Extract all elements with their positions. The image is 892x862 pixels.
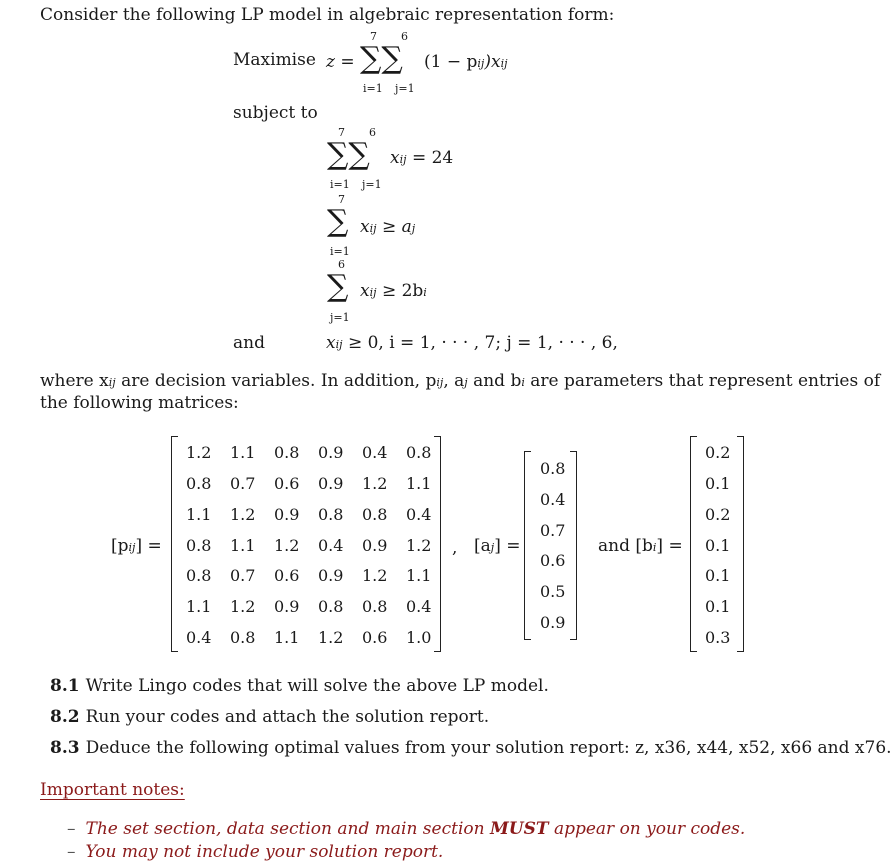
nonnegativity: xij ≥ 0, i = 1, · · · , 7; j = 1, · · · , 6, — [326, 333, 618, 353]
sigma-c3: ∑ — [327, 269, 349, 304]
matrix-p-cell: 1.1 — [406, 566, 432, 585]
matrix-p-cell: 0.4 — [406, 505, 432, 524]
sum-i-lower: i=1 — [363, 82, 383, 95]
matrix-p-cell: 0.9 — [274, 505, 300, 524]
matrix-p-cell: 1.2 — [318, 628, 344, 647]
matrix-p-cell: 0.8 — [186, 536, 212, 555]
matrix-p-cell: 1.1 — [186, 505, 212, 524]
where-line-2: the following matrices: — [40, 393, 239, 413]
matrix-p-cell: 1.2 — [406, 536, 432, 555]
matrix-b-cell: 0.1 — [705, 597, 731, 616]
matrix-p-cell: 1.2 — [230, 597, 256, 616]
matrix-p-cell: 1.2 — [186, 443, 212, 462]
matrix-p-cell: 0.8 — [406, 443, 432, 462]
matrix-a-cell: 0.4 — [540, 490, 566, 509]
c1-upper-j: 6 — [369, 126, 376, 139]
matrix-b-cell: 0.2 — [705, 443, 731, 462]
matrix-p-right-bracket — [434, 436, 441, 652]
sigma-c2: ∑ — [327, 204, 349, 239]
matrix-p-cell: 0.9 — [318, 443, 344, 462]
matrix-comma: , — [452, 538, 458, 558]
constraint-2: xij ≥ aj — [360, 217, 416, 237]
matrix-p-cell: 0.7 — [230, 566, 256, 585]
matrix-a-label: [aj] = — [474, 536, 521, 556]
matrix-p-label: [pij] = — [111, 536, 162, 556]
matrix-b-right-bracket — [737, 436, 744, 652]
matrix-b-cell: 0.3 — [705, 628, 731, 647]
matrix-p-cell: 1.2 — [230, 505, 256, 524]
sigma-i: ∑∑ — [360, 41, 403, 76]
notes-title: Important notes: — [40, 780, 185, 800]
matrix-a-cell: 0.5 — [540, 582, 566, 601]
matrix-p-cell: 0.8 — [274, 443, 300, 462]
objective-lhs: z = — [326, 52, 355, 72]
objective-summand: (1 − pij)xij — [424, 52, 508, 72]
matrix-p-cell: 1.1 — [230, 443, 256, 462]
matrix-p-cell: 1.2 — [362, 566, 388, 585]
matrix-p-cell: 0.9 — [274, 597, 300, 616]
matrix-p-cell: 0.8 — [362, 597, 388, 616]
matrix-p-cell: 1.1 — [406, 474, 432, 493]
sigma-c1: ∑∑ — [327, 137, 370, 172]
matrix-p-cell: 0.9 — [362, 536, 388, 555]
intro-text: Consider the following LP model in algebraic representation form: — [40, 5, 615, 25]
constraint-3: xij ≥ 2bi — [360, 281, 427, 301]
matrix-b-left-bracket — [690, 436, 697, 652]
matrix-p-cell: 0.4 — [406, 597, 432, 616]
matrix-p-cell: 0.8 — [318, 505, 344, 524]
matrix-p-cell: 0.9 — [318, 566, 344, 585]
matrix-p-cell: 0.8 — [186, 566, 212, 585]
matrix-a-cell: 0.8 — [540, 459, 566, 478]
and-label: and — [233, 333, 265, 353]
matrix-p-cell: 1.1 — [186, 597, 212, 616]
matrix-p-cell: 0.6 — [274, 566, 300, 585]
matrix-p-cell: 0.8 — [362, 505, 388, 524]
c1-lower-j: j=1 — [362, 178, 382, 191]
matrix-p-cell: 1.2 — [362, 474, 388, 493]
matrix-p-cell: 0.4 — [362, 443, 388, 462]
matrix-a-cell: 0.7 — [540, 521, 566, 540]
constraint-1: xij = 24 — [390, 148, 454, 168]
objective-label: Maximise — [233, 50, 316, 70]
c1-upper-i: 7 — [338, 126, 345, 139]
matrix-p-cell: 0.6 — [274, 474, 300, 493]
matrix-p-cell: 1.2 — [274, 536, 300, 555]
c2-lower: i=1 — [330, 245, 350, 258]
matrix-p-cell: 0.8 — [186, 474, 212, 493]
task-8-2: 8.2 Run your codes and attach the solution report. — [50, 707, 490, 727]
matrix-p-cell: 1.1 — [274, 628, 300, 647]
matrix-p-cell: 0.8 — [230, 628, 256, 647]
matrix-a-left-bracket — [524, 451, 531, 640]
task-8-3: 8.3 Deduce the following optimal values from your solution report: z, x36, x44, x52, x66 and x76. — [50, 738, 892, 758]
note-1: – The set section, data section and main section MUST appear on your codes. — [67, 819, 746, 839]
matrix-p-cell: 0.7 — [230, 474, 256, 493]
matrix-p-cell: 0.6 — [362, 628, 388, 647]
matrix-p-cell: 0.9 — [318, 474, 344, 493]
matrix-b-label: and [bi] = — [598, 536, 683, 556]
matrix-a-right-bracket — [570, 451, 577, 640]
matrix-p-cell: 0.8 — [318, 597, 344, 616]
sum-j-upper: 6 — [401, 30, 408, 43]
c3-lower: j=1 — [330, 311, 350, 324]
matrix-b-cell: 0.1 — [705, 474, 731, 493]
c2-upper: 7 — [338, 193, 345, 206]
sum-i-upper: 7 — [370, 30, 377, 43]
matrix-b-cell: 0.2 — [705, 505, 731, 524]
matrix-p-left-bracket — [171, 436, 178, 652]
matrix-b-cell: 0.1 — [705, 536, 731, 555]
matrix-p-cell: 1.0 — [406, 628, 432, 647]
task-8-1: 8.1 Write Lingo codes that will solve the above LP model. — [50, 676, 549, 696]
where-line-1: where xij are decision variables. In addition, pij, aj and bi are parameters that represent entries of — [40, 371, 881, 391]
note-2: – You may not include your solution report. — [67, 842, 444, 862]
c1-lower-i: i=1 — [330, 178, 350, 191]
sum-j-lower: j=1 — [395, 82, 415, 95]
matrix-p-cell: 0.4 — [186, 628, 212, 647]
c3-upper: 6 — [338, 258, 345, 271]
matrix-p-cell: 0.4 — [318, 536, 344, 555]
subject-to-label: subject to — [233, 103, 318, 123]
matrix-b-cell: 0.1 — [705, 566, 731, 585]
matrix-p-cell: 1.1 — [230, 536, 256, 555]
matrix-a-cell: 0.9 — [540, 613, 566, 632]
matrix-a-cell: 0.6 — [540, 551, 566, 570]
